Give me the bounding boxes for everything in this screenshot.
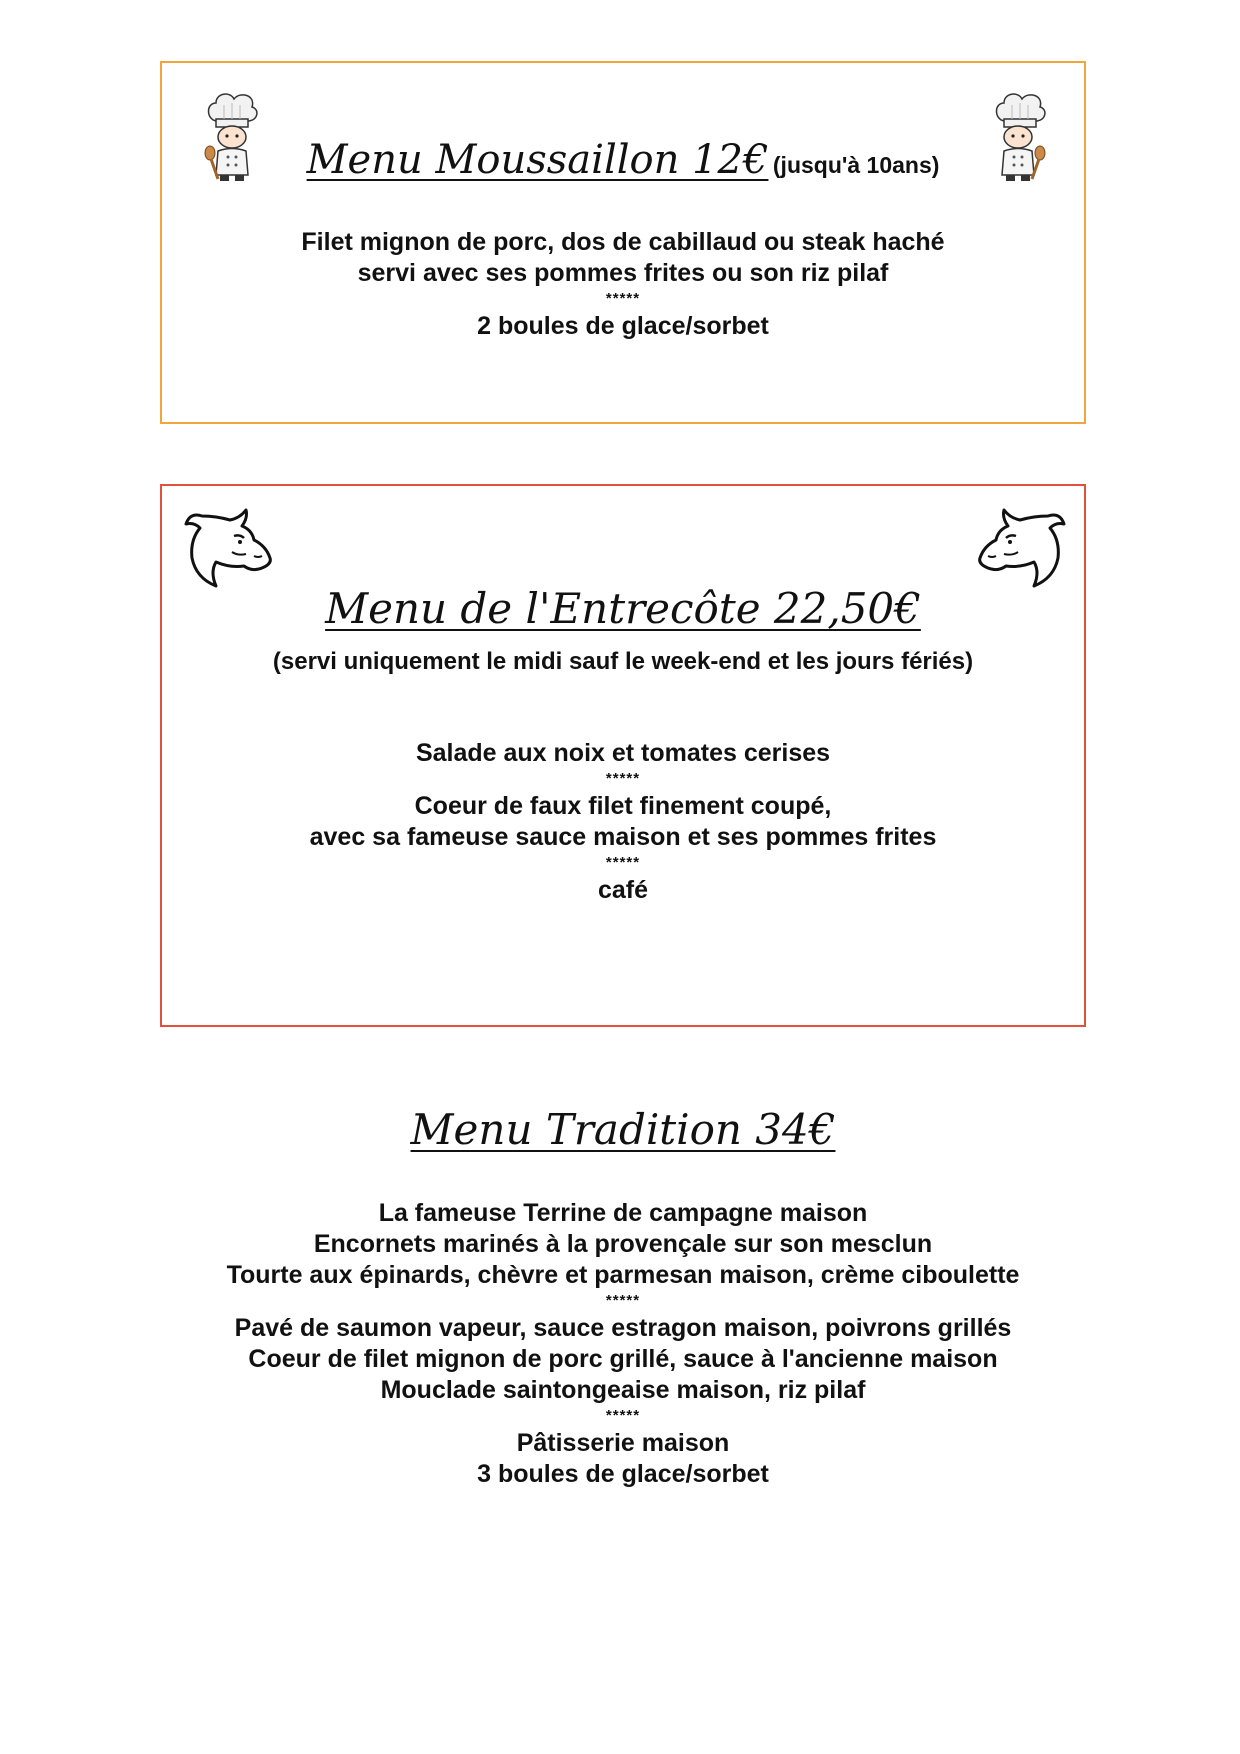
menu-line: Tourte aux épinards, chèvre et parmesan maison, crème ciboulette (226, 1261, 1020, 1289)
menu-line: café (597, 876, 649, 904)
menu-entrecote-card (160, 484, 1086, 1027)
menu-entrecote-items (162, 738, 1084, 906)
separator: ***** (605, 1407, 641, 1424)
menu-moussaillon-heading (162, 137, 1084, 183)
menu-line: Pâtisserie maison (516, 1429, 730, 1457)
menu-title: Menu Moussaillon 12€ (306, 137, 769, 183)
service-note: (servi uniquement le midi sauf le week-end et les jours fériés) (272, 648, 974, 675)
menu-line: Coeur de filet mignon de porc grillé, sauce à l'ancienne maison (248, 1345, 998, 1373)
menu-line: Coeur de faux filet finement coupé, (414, 792, 832, 820)
menu-tradition-section (160, 1090, 1086, 1530)
menu-line: servi avec ses pommes frites ou son riz pilaf (357, 259, 889, 287)
separator: ***** (605, 290, 641, 307)
separator: ***** (605, 1292, 641, 1309)
separator: ***** (605, 854, 641, 871)
menu-line: Filet mignon de porc, dos de cabillaud ou steak haché (301, 228, 945, 256)
bull-head-icon (976, 506, 1068, 590)
menu-entrecote-heading (162, 584, 1084, 633)
menu-title: Menu de l'Entrecôte 22,50€ (325, 584, 921, 633)
menu-line: Salade aux noix et tomates cerises (415, 739, 831, 767)
menu-moussaillon-card (160, 61, 1086, 424)
menu-line: 3 boules de glace/sorbet (477, 1460, 769, 1488)
separator: ***** (605, 770, 641, 787)
menu-line: 2 boules de glace/sorbet (477, 312, 769, 340)
menu-title: Menu Tradition 34€ (410, 1105, 836, 1154)
menu-line: avec sa fameuse sauce maison et ses pommes frites (309, 823, 937, 851)
menu-moussaillon-items (162, 227, 1084, 342)
menu-tradition-items (160, 1198, 1086, 1490)
menu-line: Mouclade saintongeaise maison, riz pilaf (380, 1376, 866, 1404)
menu-line: Pavé de saumon vapeur, sauce estragon maison, poivrons grillés (234, 1314, 1012, 1342)
age-note: (jusqu'à 10ans) (772, 152, 940, 178)
menu-tradition-heading (160, 1105, 1086, 1154)
bull-head-icon (182, 506, 274, 590)
menu-line: Encornets marinés à la provençale sur son mesclun (313, 1230, 933, 1258)
menu-line: La fameuse Terrine de campagne maison (378, 1199, 868, 1227)
